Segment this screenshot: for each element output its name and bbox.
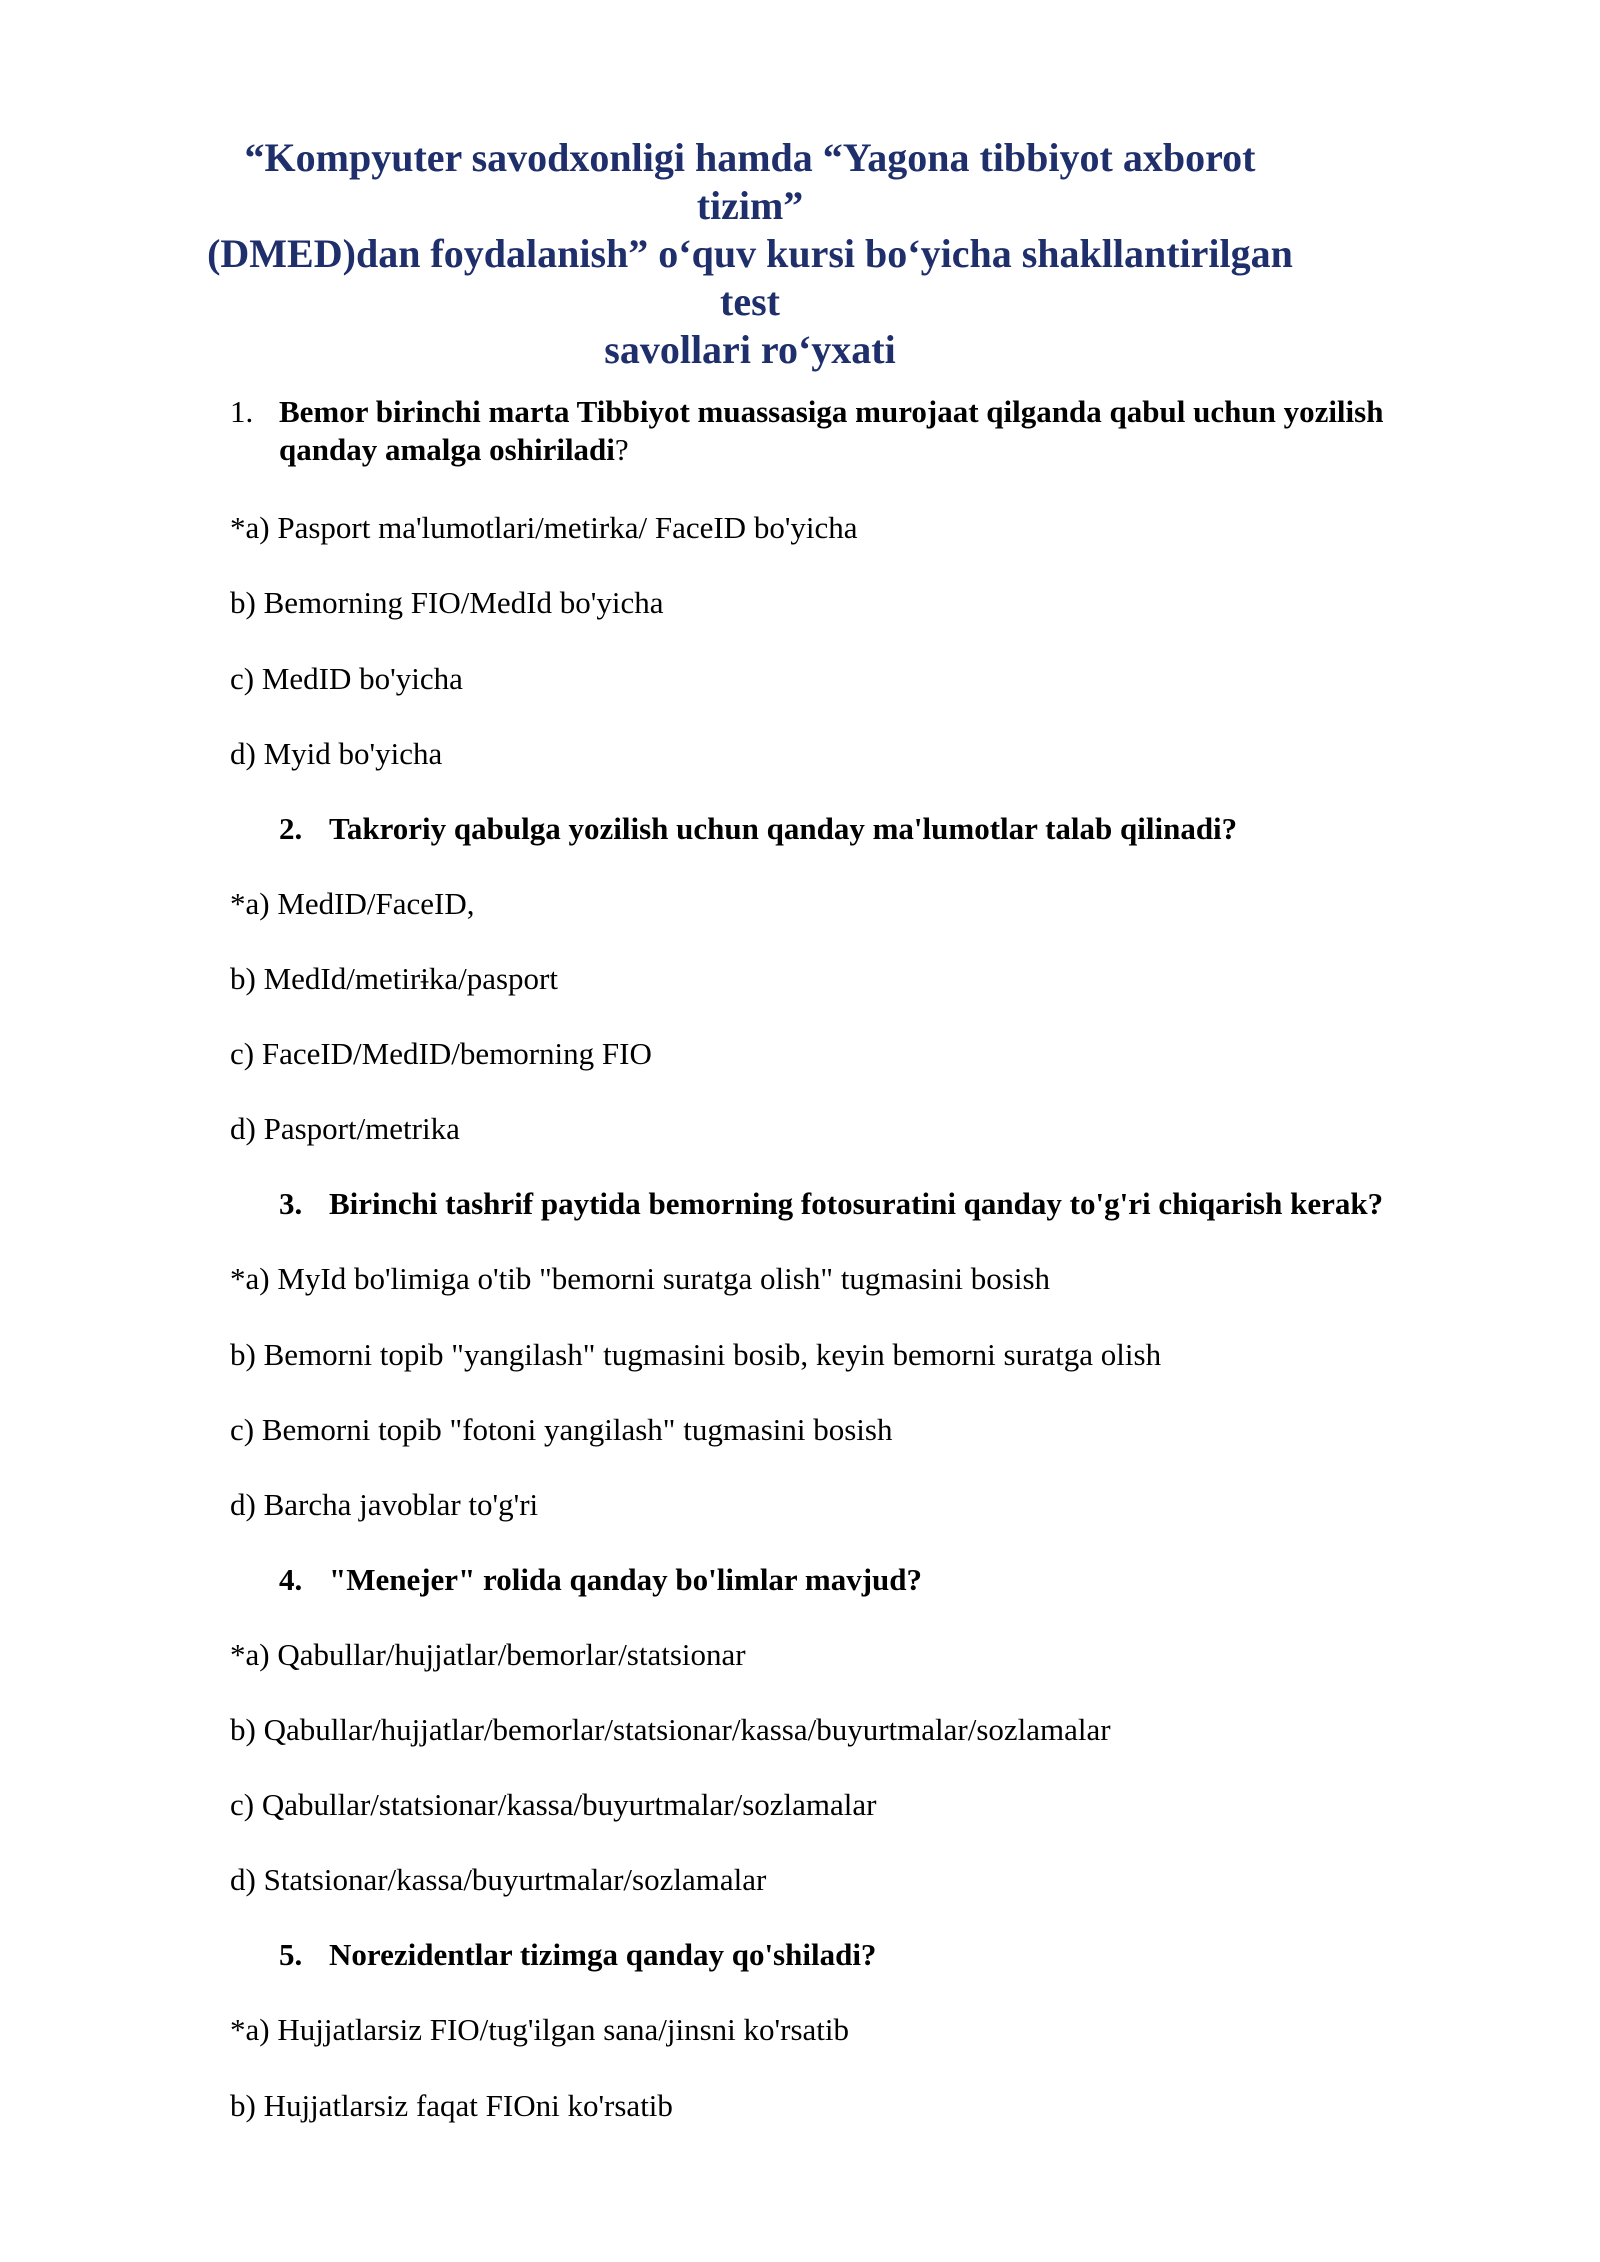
title-line: (DMED)dan foydalanish” o‘quv kursi bo‘yicha shakllantirilgan test bbox=[207, 231, 1293, 324]
question-text: Takroriy qabulga yozilish uchun qanday ma'lumotlar talab qilinadi? bbox=[329, 811, 1238, 846]
answer-option: c) MedID bo'yicha bbox=[230, 661, 463, 696]
answer-option: c) Qabullar/statsionar/kassa/buyurtmalar/sozlamalar bbox=[230, 1787, 877, 1822]
question-2 bbox=[279, 810, 1237, 848]
document-title bbox=[200, 134, 1300, 374]
answer-option: d) Statsionar/kassa/buyurtmalar/sozlamalar bbox=[230, 1862, 767, 1897]
question-5 bbox=[279, 1936, 876, 1974]
answer-option: d) Barcha javoblar to'g'ri bbox=[230, 1487, 539, 1522]
answer-option: c) FaceID/MedID/bemorning FIO bbox=[230, 1036, 652, 1071]
answer-option: *a) Qabullar/hujjatlar/bemorlar/statsionar bbox=[230, 1637, 746, 1672]
title-line: savollari ro‘yxati bbox=[604, 327, 896, 372]
question-number: 3. bbox=[279, 1186, 303, 1221]
answer-option: *a) Pasport ma'lumotlari/metirka/ FaceID bo'yicha bbox=[230, 510, 858, 545]
answer-option: b) MedId/metirɨka/pasport bbox=[230, 961, 558, 996]
question-number: 2. bbox=[279, 811, 303, 846]
answer-option: b) Bemorni topib "yangilash" tugmasini bosib, keyin bemorni suratga olish bbox=[230, 1337, 1162, 1372]
answer-option: *a) MyId bo'limiga o'tib "bemorni suratga olish" tugmasini bosish bbox=[230, 1261, 1051, 1296]
answer-option: *a) Hujjatlarsiz FIO/tug'ilgan sana/jinsni ko'rsatib bbox=[230, 2012, 850, 2047]
answer-option: d) Pasport/metrika bbox=[230, 1111, 460, 1146]
question-number: 5. bbox=[279, 1937, 303, 1972]
title-line: “Kompyuter savodxonligi hamda “Yagona tibbiyot axborot tizim” bbox=[244, 135, 1256, 228]
answer-option: d) Myid bo'yicha bbox=[230, 736, 443, 771]
answer-option: b) Bemorning FIO/MedId bo'yicha bbox=[230, 585, 664, 620]
question-text: Birinchi tashrif paytida bemorning fotosuratini qanday to'g'ri chiqarish kerak? bbox=[329, 1186, 1384, 1221]
question-text bbox=[279, 393, 1469, 469]
answer-option: *a) MedID/FaceID, bbox=[230, 886, 475, 921]
question-text: Norezidentlar tizimga qanday qo'shiladi? bbox=[329, 1937, 877, 1972]
question-3 bbox=[279, 1185, 1383, 1223]
answer-option: c) Bemorni topib "fotoni yangilash" tugmasini bosish bbox=[230, 1412, 893, 1447]
question-text-end: ? bbox=[614, 432, 629, 467]
question-number: 4. bbox=[279, 1562, 303, 1597]
question-text: "Menejer" rolida qanday bo'limlar mavjud? bbox=[329, 1562, 923, 1597]
question-number: 1. bbox=[230, 394, 254, 429]
answer-option: b) Hujjatlarsiz faqat FIOni ko'rsatib bbox=[230, 2088, 673, 2123]
question-4 bbox=[279, 1561, 922, 1599]
question-text-bold: Bemor birinchi marta Tibbiyot muassasiga murojaat qilganda qabul uchun yozilish qanday amalga oshiriladi bbox=[279, 394, 1384, 467]
answer-option: b) Qabullar/hujjatlar/bemorlar/statsionar/kassa/buyurtmalar/sozlamalar bbox=[230, 1712, 1111, 1747]
